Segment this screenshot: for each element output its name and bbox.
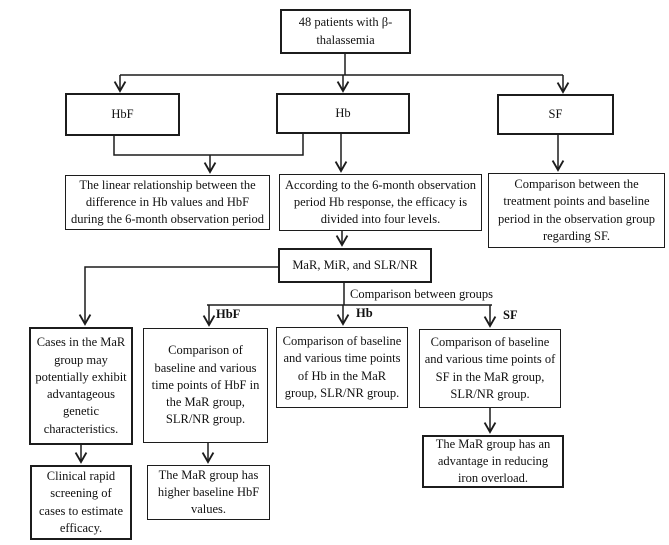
node-hbf: HbF bbox=[65, 93, 180, 136]
node-sf-conclusion: The MaR group has an advantage in reducing iron overload. bbox=[422, 435, 564, 488]
node-sf-observation: Comparison between the treatment points and baseline period in the observation group regarding SF. bbox=[488, 173, 665, 248]
comparison-between-groups-label: Comparison between groups bbox=[350, 287, 494, 301]
node-hb-comparison: Comparison of baseline and various time points of Hb in the MaR group, SLR/NR group. bbox=[276, 327, 408, 408]
node-sf-comparison: Comparison of baseline and various time points of SF in the MaR group, SLR/NR group. bbox=[419, 329, 561, 408]
node-efficacy-levels: According to the 6-month observation period Hb response, the efficacy is divided into four levels. bbox=[279, 174, 482, 231]
branch-label-hb: Hb bbox=[356, 306, 373, 320]
node-hb: Hb bbox=[276, 93, 410, 134]
node-response-groups: MaR, MiR, and SLR/NR bbox=[278, 248, 432, 283]
node-mar-genetics: Cases in the MaR group may potentially exhibit advantageous genetic characteristics. bbox=[29, 327, 133, 445]
branch-label-hbf: HbF bbox=[216, 307, 241, 321]
node-patients: 48 patients with β-thalassemia bbox=[280, 9, 411, 54]
branch-label-sf: SF bbox=[503, 308, 518, 322]
line-hbf-hb-merge bbox=[114, 134, 303, 155]
node-linear-relationship: The linear relationship between the difference in Hb values and HbF during the 6-month observation period bbox=[65, 175, 270, 230]
node-sf: SF bbox=[497, 94, 614, 135]
node-hbf-comparison: Comparison of baseline and various time points of HbF in the MaR group, SLR/NR group. bbox=[143, 328, 268, 443]
node-clinical-screening: Clinical rapid screening of cases to estimate efficacy. bbox=[30, 465, 132, 540]
arrow-to-mar-genetics bbox=[85, 267, 278, 324]
node-hbf-conclusion: The MaR group has higher baseline HbF values. bbox=[147, 465, 270, 520]
